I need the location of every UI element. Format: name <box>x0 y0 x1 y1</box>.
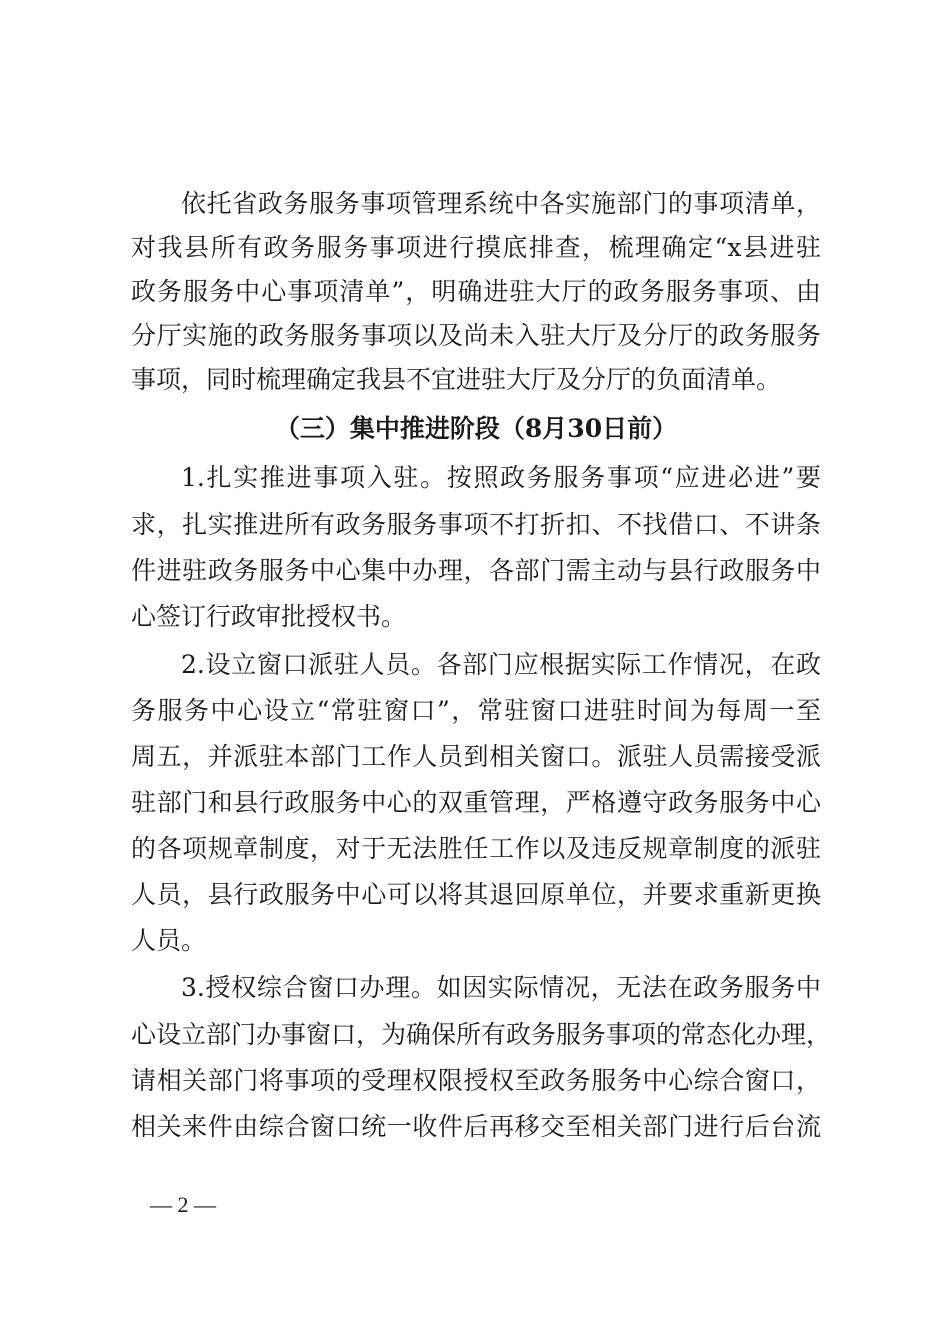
paragraph-1-line-3: 政务服务中心事项清单”，明确进驻大厅的政务服务事项、由 <box>131 277 821 306</box>
page-number: — 2 — <box>150 1192 216 1217</box>
paragraph-3-line-7: 人员。 <box>131 926 207 955</box>
paragraph-1-line-4: 分厅实施的政务服务事项以及尚未入驻大厅及分厅的政务服务 <box>131 321 821 350</box>
paragraph-3-line-2: 务服务中心设立“常驻窗口”，常驻窗口进驻时间为每周一至 <box>131 696 821 725</box>
paragraph-2-line-3: 件进驻政务服务中心集中办理，各部门需主动与县行政服务中 <box>131 556 821 585</box>
paragraph-3-line-3: 周五，并派驻本部门工作人员到相关窗口。派驻人员需接受派 <box>131 742 821 771</box>
paragraph-3-line-6: 人员，县行政服务中心可以将其退回原单位，并要求重新更换 <box>131 880 821 909</box>
paragraph-2-line-1: 1.扎实推进事项入驻。按照政务服务事项“应进必进”要 <box>181 463 821 492</box>
section-heading: （三）集中推进阶段（8月30日前） <box>274 414 678 443</box>
paragraph-1-line-1: 依托省政务服务事项管理系统中各实施部门的事项清单， <box>181 189 821 218</box>
paragraph-4-line-4: 相关来件由综合窗口统一收件后再移交至相关部门进行后台流 <box>131 1112 821 1141</box>
paragraph-1-line-2: 对我县所有政务服务事项进行摸底排查，梳理确定“x县进驻 <box>131 233 821 262</box>
paragraph-4-line-2: 心设立部门办事窗口，为确保所有政务服务事项的常态化办理， <box>131 1020 832 1049</box>
paragraph-2-line-2: 求，扎实推进所有政务服务事项不打折扣、不找借口、不讲条 <box>131 510 821 539</box>
paragraph-2-line-4: 心签订行政审批授权书。 <box>131 602 407 631</box>
paragraph-3-line-4: 驻部门和县行政服务中心的双重管理，严格遵守政务服务中心 <box>131 788 821 817</box>
paragraph-4-line-1: 3.授权综合窗口办理。如因实际情况，无法在政务服务中 <box>181 973 821 1002</box>
paragraph-3-line-1: 2.设立窗口派驻人员。各部门应根据实际工作情况，在政 <box>181 650 821 679</box>
paragraph-3-line-5: 的各项规章制度，对于无法胜任工作以及违反规章制度的派驻 <box>131 834 821 863</box>
paragraph-1-line-5: 事项，同时梳理确定我县不宜进驻大厅及分厅的负面清单。 <box>131 365 782 394</box>
paragraph-4-line-3: 请相关部门将事项的受理权限授权至政务服务中心综合窗口， <box>131 1066 821 1095</box>
